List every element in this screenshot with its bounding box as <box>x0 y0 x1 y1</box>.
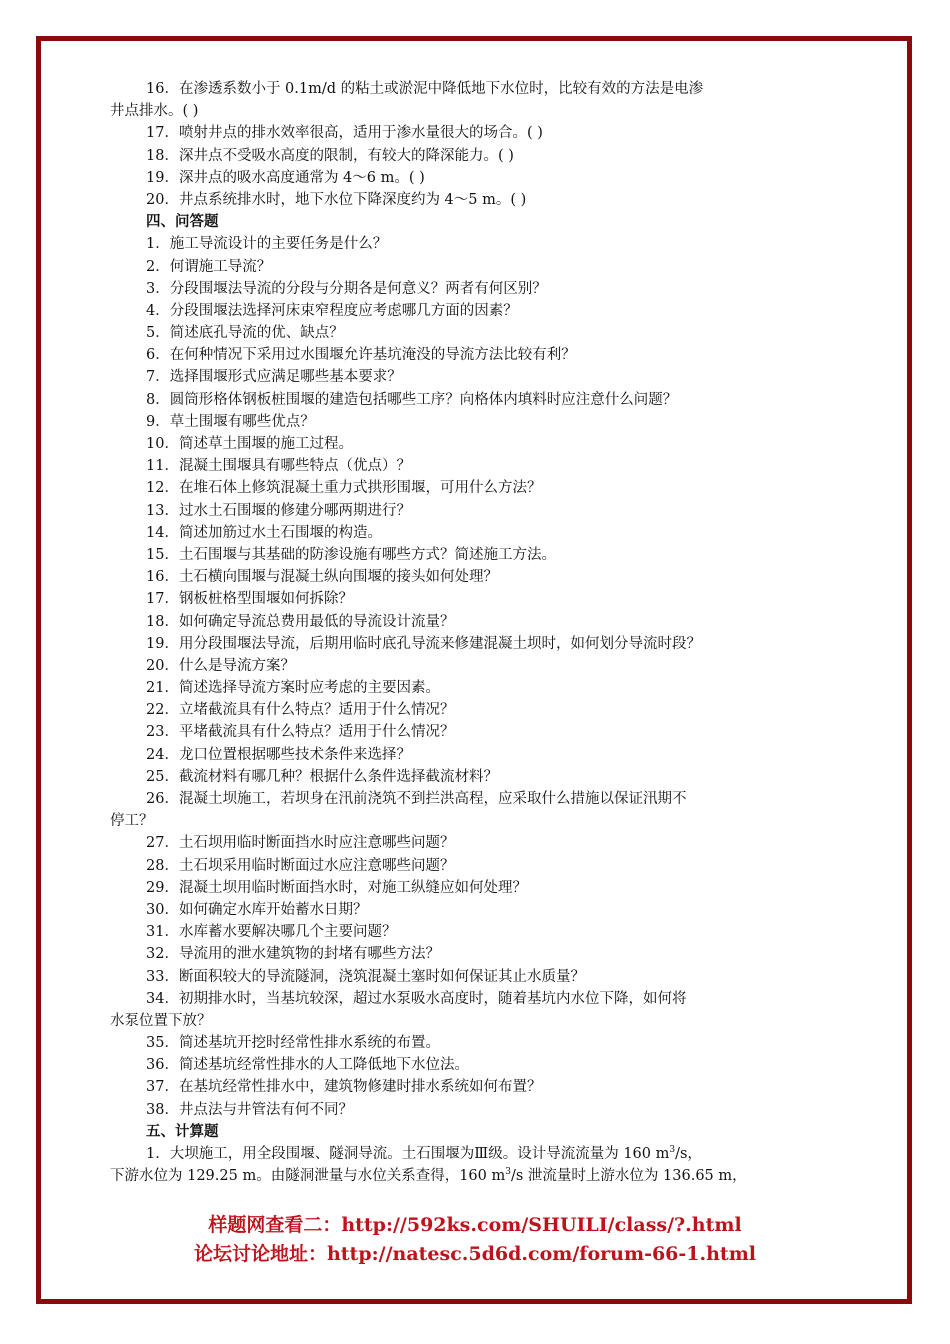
text-line: 26．混凝土坝施工，若坝身在汛前浇筑不到拦洪高程，应采取什么措施以保证汛期不 <box>146 791 687 807</box>
text-segment: 下游水位为 129.25 m。由隧洞泄量与水位关系查得，160 m <box>110 1168 506 1185</box>
text-line: 20．什么是导流方案？ <box>146 657 295 674</box>
section-heading: 四、问答题 <box>146 213 219 231</box>
text-line: 18．深井点不受吸水高度的限制，有较大的降深能力。( ) <box>146 147 514 164</box>
text-line <box>110 1143 810 1165</box>
text-line: 27．土石坝用临时断面挡水时应注意哪些问题？ <box>146 835 455 852</box>
text-line <box>110 1165 810 1187</box>
text-line: 33．断面积较大的导流隧洞，浇筑混凝土塞时如何保证其止水质量？ <box>146 968 585 985</box>
text-line: 29．混凝土坝用临时断面挡水时，对施工纵缝应如何处理？ <box>146 879 527 896</box>
text-line: 8．圆筒形格体钢板桩围堰的建造包括哪些工序？向格体内填料时应注意什么问题？ <box>146 391 678 408</box>
text-line: 水泵位置下放？ <box>110 1012 212 1029</box>
text-line: 15．土石围堰与其基础的防渗设施有哪些方式？简述施工方法。 <box>146 546 556 563</box>
text-line: 5．简述底孔导流的优、缺点？ <box>146 325 344 342</box>
text-line: 32．导流用的泄水建筑物的封堵有哪些方法？ <box>146 946 440 963</box>
text-line: 4．分段围堰法选择河床束窄程度应考虑哪几方面的因素？ <box>146 302 518 319</box>
text-line: 36．简述基坑经常性排水的人工降低地下水位法。 <box>146 1057 469 1074</box>
text-line: 28．土石坝采用临时断面过水应注意哪些问题？ <box>146 857 455 874</box>
text-segment: 1．大坝施工，用全段围堰、隧洞导流。土石围堰为Ⅲ级。设计导流流量为 160 m <box>146 1146 670 1162</box>
superscript: 3 <box>669 1145 676 1156</box>
text-line: 31．水库蓄水要解决哪几个主要问题？ <box>146 924 397 941</box>
text-line: 停工？ <box>110 813 154 830</box>
text-line: 3．分段围堰法导流的分段与分期各是何意义？两者有何区别？ <box>146 280 547 297</box>
text-line: 9．草土围堰有哪些优点？ <box>146 413 315 430</box>
text-line: 35．简述基坑开挖时经常性排水系统的布置。 <box>146 1035 440 1052</box>
text-line: 37．在基坑经常性排水中，建筑物修建时排水系统如何布置？ <box>146 1079 542 1096</box>
text-line: 11．混凝土围堰具有哪些特点（优点）？ <box>146 458 411 475</box>
text-segment: /s 泄流量时上游水位为 136.65 m， <box>510 1168 747 1185</box>
text-line: 20．井点系统排水时，地下水位下降深度约为 4～5 m。( ) <box>146 191 527 208</box>
text-line: 22．立堵截流具有什么特点？适用于什么情况？ <box>146 702 455 719</box>
text-line: 17．喷射井点的排水效率很高，适用于渗水量很大的场合。( ) <box>146 125 543 142</box>
text-line: 19．深井点的吸水高度通常为 4～6 m。( ) <box>146 169 425 186</box>
text-line: 14．简述加筋过水土石围堰的构造。 <box>146 524 382 541</box>
text-line: 井点排水。( ) <box>110 103 199 120</box>
text-line: 24．龙口位置根据哪些技术条件来选择？ <box>146 746 411 763</box>
text-line: 38．井点法与井管法有何不同？ <box>146 1101 353 1118</box>
text-line: 34．初期排水时，当基坑较深，超过水泵吸水高度时，随着基坑内水位下降，如何将 <box>146 990 687 1007</box>
text-line: 13．过水土石围堰的修建分哪两期进行？ <box>146 502 411 519</box>
text-line: 6．在何种情况下采用过水围堰允许基坑淹没的导流方法比较有利？ <box>146 347 576 364</box>
text-line: 30．如何确定水库开始蓄水日期？ <box>146 901 368 918</box>
text-line: 17．钢板桩格型围堰如何拆除？ <box>146 591 353 608</box>
text-line: 12．在堆石体上修筑混凝土重力式拱形围堰，可用什么方法？ <box>146 480 542 497</box>
section-heading: 五、计算题 <box>146 1122 219 1140</box>
superscript: 3 <box>505 1167 511 1178</box>
text-segment: /s， <box>675 1146 702 1162</box>
text-line: 25．截流材料有哪几种？根据什么条件选择截流材料？ <box>146 768 498 785</box>
text-line: 16．土石横向围堰与混凝土纵向围堰的接头如何处理？ <box>146 569 498 586</box>
text-line: 10．简述草土围堰的施工过程。 <box>146 436 353 452</box>
text-line: 1．施工导流设计的主要任务是什么？ <box>146 236 388 253</box>
text-line: 21．简述选择导流方案时应考虑的主要因素。 <box>146 680 440 697</box>
footer-link-sample-questions[interactable]: 样题网查看二：http://592ks.com/SHUILI/class/?.html <box>208 1214 742 1236</box>
text-line: 7．选择围堰形式应满足哪些基本要求？ <box>146 369 402 386</box>
text-line: 2．何谓施工导流？ <box>146 258 272 275</box>
text-line: 16．在渗透系数小于 0.1m/d 的粘土或淤泥中降低地下水位时，比较有效的方法是电渗 <box>146 81 704 97</box>
document-body <box>110 78 810 1187</box>
footer-link-forum[interactable]: 论坛讨论地址：http://natesc.5d6d.com/forum-66-1.html <box>193 1243 757 1265</box>
text-line: 18．如何确定导流总费用最低的导流设计流量？ <box>146 613 455 630</box>
text-line: 23．平堵截流具有什么特点？适用于什么情况？ <box>146 724 455 741</box>
text-line: 19．用分段围堰法导流，后期用临时底孔导流来修建混凝土坝时，如何划分导流时段？ <box>146 635 701 652</box>
